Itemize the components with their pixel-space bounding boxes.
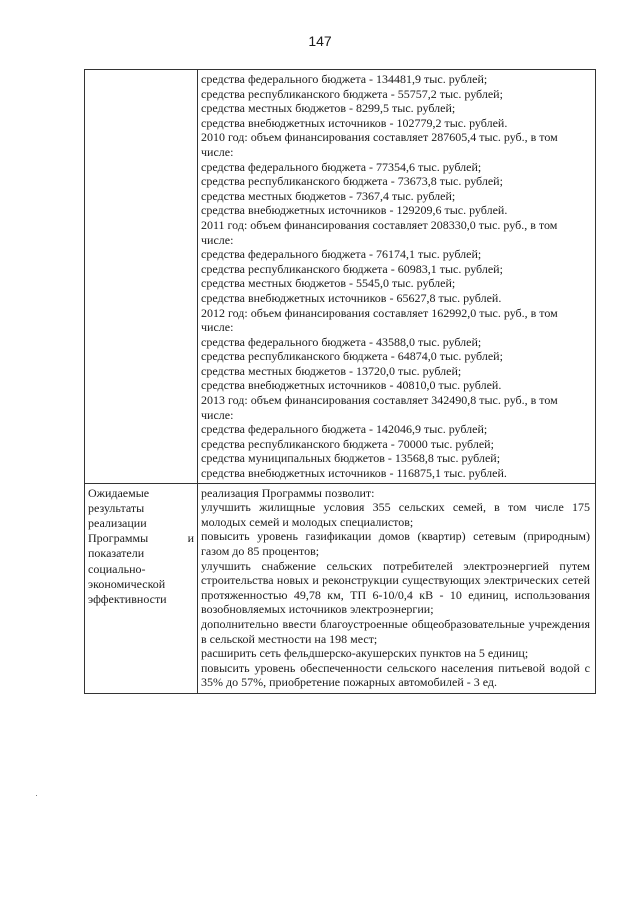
results-row: [85, 483, 596, 693]
financing-year-line: 2012 год: объем финансирования составляет 162992,0 тыс. руб., в том числе:: [201, 305, 558, 335]
financing-line: средства федерального бюджета - 43588,0 тыс. рублей;: [201, 334, 482, 349]
financing-label-cell: [85, 70, 198, 484]
financing-line: средства местных бюджетов - 7367,4 тыс. рублей;: [201, 188, 456, 203]
results-label-line: результаты: [88, 500, 145, 515]
page-number: 147: [308, 33, 332, 49]
financing-year-line: 2011 год: объем финансирования составляет 208330,0 тыс. руб., в том числе:: [201, 217, 558, 247]
financing-line: средства федерального бюджета - 77354,6 тыс. рублей;: [201, 159, 482, 174]
results-label-word: Программы: [88, 531, 149, 546]
results-label-line: Ожидаемые: [88, 485, 150, 500]
results-paragraph: реализация Программы позволит:: [201, 485, 375, 500]
financing-line: средства республиканского бюджета - 73673,8 тыс. рублей;: [201, 174, 503, 189]
financing-text-cell: [198, 70, 596, 484]
financing-line: средства республиканского бюджета - 70000 тыс. рублей;: [201, 436, 494, 451]
financing-line: средства федерального бюджета - 142046,9 тыс. рублей;: [201, 422, 488, 437]
results-paragraph: расширить сеть фельдшерско-акушерских пунктов на 5 единиц;: [201, 646, 529, 661]
financing-line: средства местных бюджетов - 5545,0 тыс. рублей;: [201, 276, 456, 291]
results-label-cell: [85, 483, 198, 693]
financing-year-line: 2013 год: объем финансирования составляет 342490,8 тыс. руб., в том числе:: [201, 393, 558, 422]
financing-line: средства федерального бюджета - 76174,1 тыс. рублей;: [201, 247, 482, 262]
results-label-line: социально-: [88, 561, 146, 576]
results-paragraph: дополнительно ввести благоустроенные общеобразовательные учреждения в сельской местности на 198 мест;: [201, 616, 590, 646]
results-label-line: реализации: [88, 516, 147, 531]
results-paragraph: повысить уровень обеспеченности сельского населения питьевой водой с 35% до 57%, приобретение пожарных автомобилей - 3 ед.: [201, 660, 590, 690]
results-label-line: эффективности: [88, 592, 167, 607]
financing-text: [198, 70, 595, 483]
financing-line: средства местных бюджетов - 13720,0 тыс. рублей;: [201, 363, 462, 378]
financing-line: средства федерального бюджета - 134481,9 тыс. рублей;: [201, 72, 488, 86]
financing-year-line: 2010 год: объем финансирования составляет 287605,4 тыс. руб., в том числе:: [201, 130, 558, 159]
financing-line: средства внебюджетных источников - 116875,1 тыс. рублей.: [201, 466, 507, 481]
financing-line: средства муниципальных бюджетов - 13568,8 тыс. рублей;: [201, 451, 501, 466]
financing-line: средства республиканского бюджета - 60983,1 тыс. рублей;: [201, 261, 503, 276]
results-label: [85, 484, 197, 610]
results-paragraph: повысить уровень газификации домов (квартир) сетевым (природным) газом до 85 процентов;: [201, 529, 590, 558]
results-label-line: показатели: [88, 546, 145, 561]
results-text-cell: [198, 483, 596, 693]
financing-line: средства местных бюджетов - 8299,5 тыс. рублей;: [201, 101, 456, 116]
financing-line: средства республиканского бюджета - 55757,2 тыс. рублей;: [201, 86, 503, 101]
results-paragraph: улучшить снабжение сельских потребителей электроэнергией путем строительства новых и реконструкции существующих электрических сетей протяженностью 49,78 км, ТП 6-10/0,4 кВ - 10 единиц, использования возобновляемых источников электроэнергии;: [201, 558, 590, 617]
financing-line: средства республиканского бюджета - 64874,0 тыс. рублей;: [201, 349, 503, 364]
results-paragraph: улучшить жилищные условия 355 сельских семей, в том числе 175 молодых семей и молодых специалистов;: [201, 500, 590, 529]
program-passport-table: [84, 69, 596, 694]
results-text: [198, 484, 595, 693]
financing-line: средства внебюджетных источников - 40810,0 тыс. рублей.: [201, 378, 502, 393]
scan-speck: [36, 795, 37, 796]
financing-row: [85, 70, 596, 484]
financing-line: средства внебюджетных источников - 129209,6 тыс. рублей.: [201, 203, 508, 218]
financing-line: средства внебюджетных источников - 65627,8 тыс. рублей.: [201, 290, 502, 305]
financing-line: средства внебюджетных источников - 102779,2 тыс. рублей.: [201, 115, 508, 130]
results-label-line: экономической: [88, 576, 166, 591]
results-label-line: [88, 531, 194, 546]
results-label-word: и: [187, 531, 194, 546]
